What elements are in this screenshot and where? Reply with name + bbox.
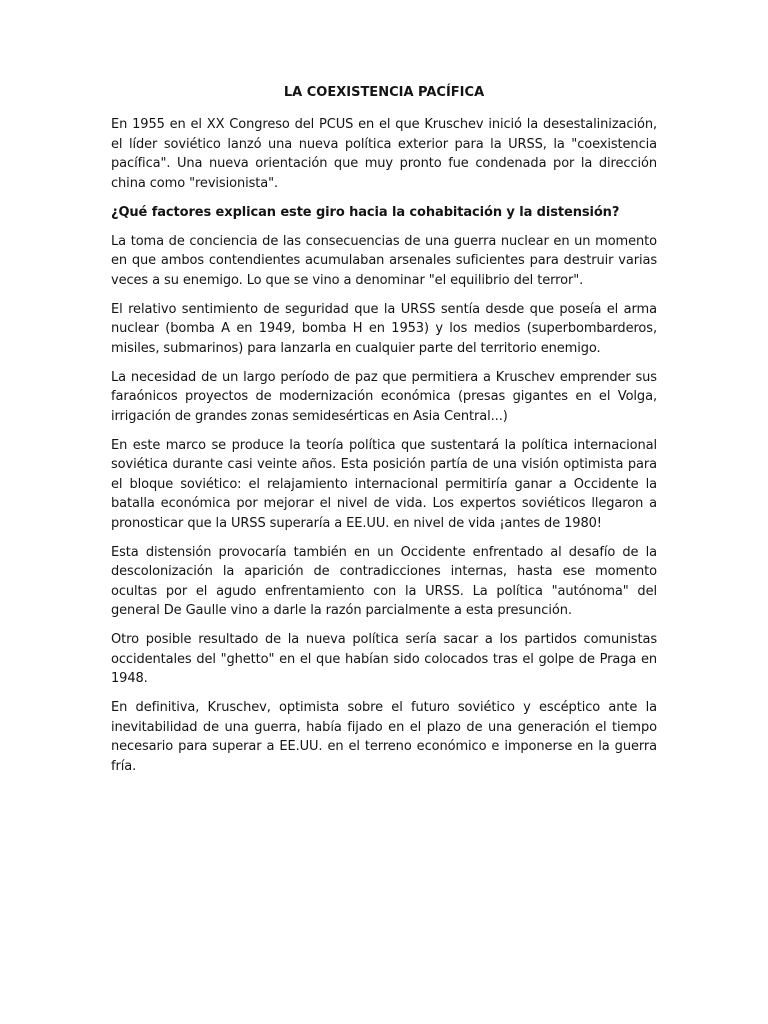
body-paragraph-3: La necesidad de un largo período de paz que permitiera a Kruschev emprender sus faraónicos proyectos de modernización económica (presas gigantes en el Volga, irrigación de grandes zonas semidesérticas en Asia Central...) [111, 369, 657, 424]
body-paragraph-4: En este marco se produce la teoría política que sustentará la política internacional soviética durante casi veinte años. Esta posición partía de una visión optimista para el bloque soviético: el relajamiento internacional permitiría ganar a Occidente la batalla económica por mejorar el nivel de vida. Los expertos soviéticos llegaron a pronosticar que la URSS superaría a EE.UU. en nivel de vida ¡antes de 1980! [111, 437, 657, 531]
intro-paragraph: En 1955 en el XX Congreso del PCUS en el que Kruschev inició la desestalinización, el líder soviético lanzó una nueva política exterior para la URSS, la "coexistencia pacífica". Una nueva orientación que muy pronto fue condenada por la dirección china como "revisionista". [111, 117, 657, 191]
document-page [111, 84, 657, 786]
body-paragraph-7: En definitiva, Kruschev, optimista sobre el futuro soviético y escéptico ante la inevitabilidad de una guerra, había fijado en el plazo de una generación el tiempo necesario para superar a EE.UU. en el terreno económico e imponerse en la guerra fría. [111, 700, 657, 774]
document-title: LA COEXISTENCIA PACÍFICA [283, 85, 485, 100]
body-paragraph-2: El relativo sentimiento de seguridad que la URSS sentía desde que poseía el arma nuclear (bomba A en 1949, bomba H en 1953) y los medios (superbombarderos, misiles, submarinos) para lanzarla en cualquier parte del territorio enemigo. [111, 301, 657, 356]
question-heading: ¿Qué factores explican este giro hacia la cohabitación y la distensión? [111, 204, 620, 220]
body-paragraph-1: La toma de conciencia de las consecuencias de una guerra nuclear en un momento en que ambos contendientes acumulaban arsenales suficientes para destruir varias veces a su enemigo. Lo que se vino a denominar "el equilibrio del terror". [111, 233, 657, 288]
body-paragraph-5: Esta distensión provocaría también en un Occidente enfrentado al desafío de la descolonización la aparición de contradicciones internas, hasta ese momento ocultas por el agudo enfrentamiento con la URSS. La política "autónoma" del general De Gaulle vino a darle la razón parcialmente a esta presunción. [111, 544, 657, 618]
body-paragraph-6: Otro posible resultado de la nueva política sería sacar a los partidos comunistas occidentales del "ghetto" en el que habían sido colocados tras el golpe de Praga en 1948. [111, 632, 657, 686]
